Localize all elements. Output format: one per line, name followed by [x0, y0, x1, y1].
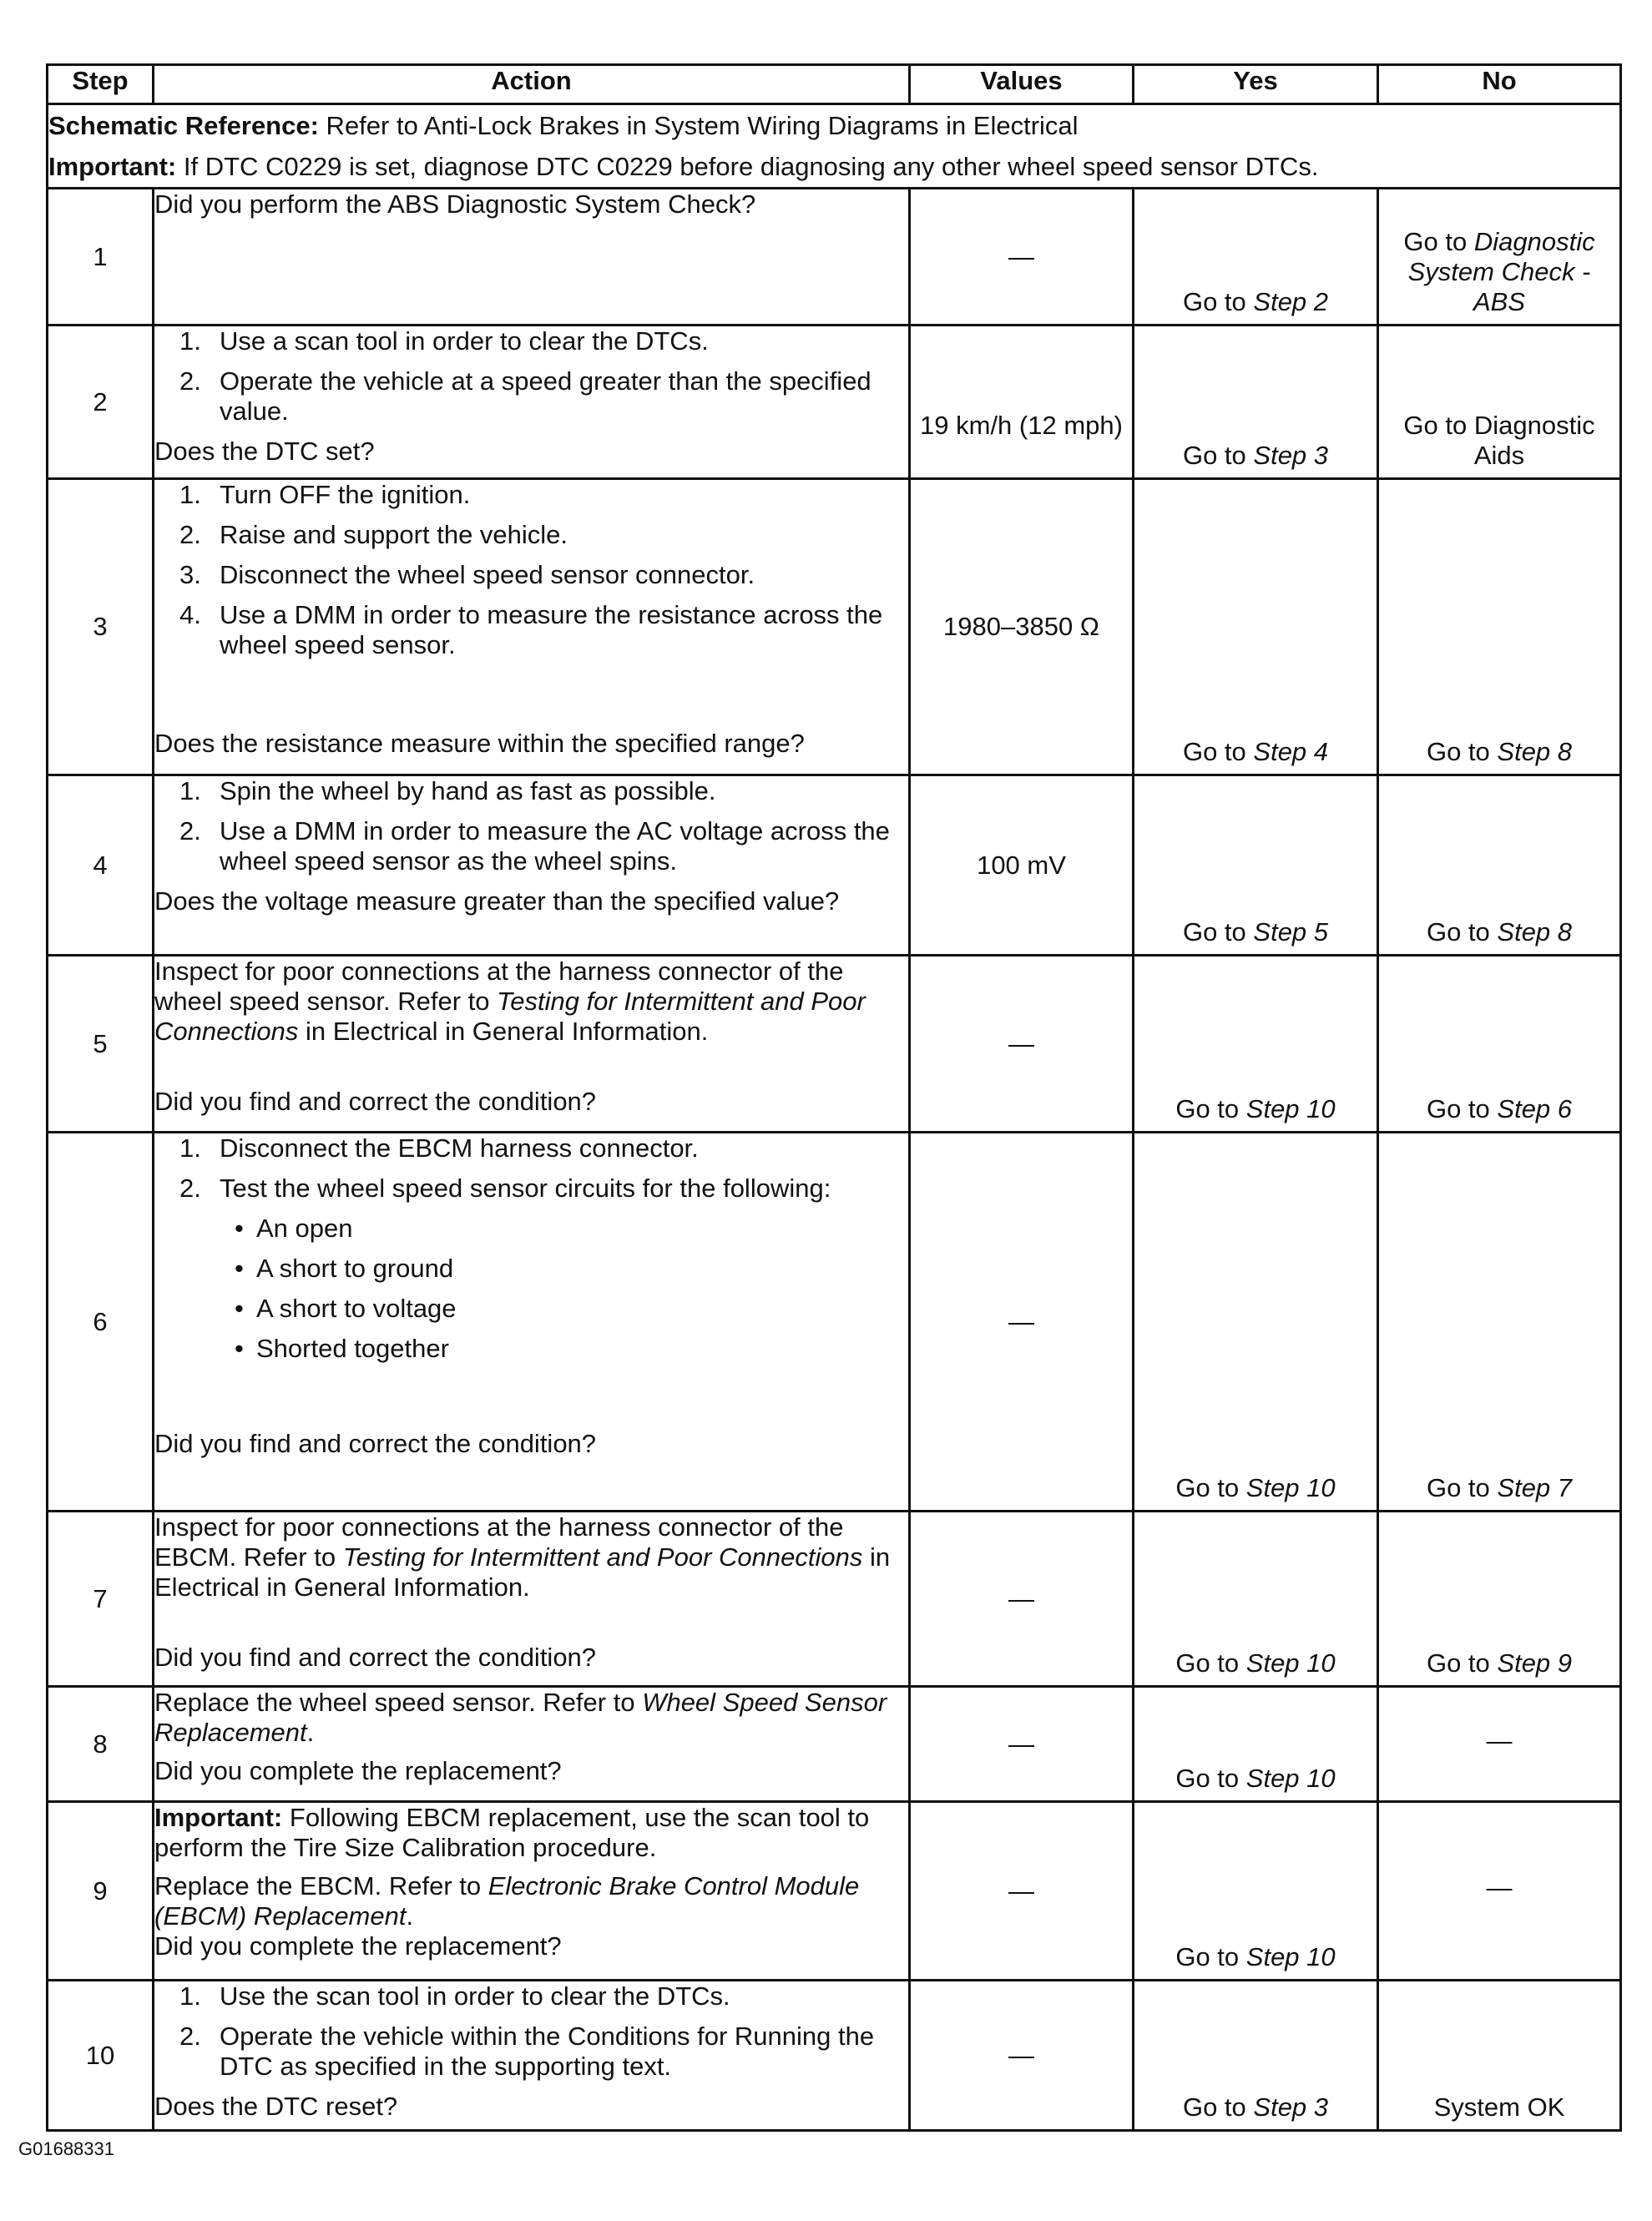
yes-cell[interactable]: Go to Step 2	[1134, 189, 1378, 326]
yes-cell[interactable]: Go to Step 10	[1134, 956, 1378, 1133]
action-list	[154, 326, 908, 427]
header-yes: Yes	[1134, 65, 1378, 104]
action-text: Inspect for poor connections at the harness connector of the wheel speed sensor. Refer to Testing for Intermittent and Poor Connections in Electrical in General Information.	[154, 957, 866, 1046]
schematic-label: Schematic Reference:	[48, 111, 319, 140]
yes-cell[interactable]: Go to Step 3	[1134, 1981, 1378, 2131]
action-cell	[154, 956, 910, 1133]
list-item: 2. Test the wheel speed sensor circuits for the following:	[179, 1174, 831, 1203]
action-cell	[154, 189, 910, 326]
yes-cell[interactable]: Go to Step 10	[1134, 1133, 1378, 1512]
action-cell	[154, 1133, 910, 1512]
important-label: Important:	[48, 152, 177, 181]
step-row-6	[48, 1133, 1621, 1512]
action-cell	[154, 775, 910, 956]
step-number: 6	[48, 1133, 154, 1512]
action-text: Inspect for poor connections at the harness connector of the EBCM. Refer to Testing for Intermittent and Poor Connections in Electrical in General Information.	[154, 1512, 891, 1602]
value-cell: —	[910, 1133, 1134, 1512]
no-cell[interactable]: Go to Step 8	[1378, 775, 1621, 956]
step-row-3	[48, 479, 1621, 775]
list-item: 1. Disconnect the EBCM harness connector.	[179, 1133, 699, 1163]
list-item: • A short to ground	[235, 1254, 454, 1283]
list-item: 2. Raise and support the vehicle.	[179, 520, 568, 549]
question: Did you perform the ABS Diagnostic System Check?	[154, 189, 756, 219]
yes-cell[interactable]: Go to Step 4	[1134, 479, 1378, 775]
action-cell	[154, 326, 910, 479]
action-text: Replace the EBCM. Refer to Electronic Brake Control Module (EBCM) Replacement.	[154, 1871, 860, 1931]
yes-link[interactable]: Step 3	[1253, 441, 1329, 470]
value-cell: —	[910, 956, 1134, 1133]
no-cell: —	[1378, 1802, 1621, 1981]
yes-link[interactable]: Step 10	[1245, 1942, 1336, 1971]
step-number: 9	[48, 1802, 154, 1981]
no-link[interactable]: Step 7	[1497, 1473, 1573, 1502]
no-cell: System OK	[1378, 1981, 1621, 2131]
list-item: 4. Use a DMM in order to measure the resistance across the wheel speed sensor.	[179, 600, 883, 659]
header-step: Step	[48, 65, 154, 104]
step-number: 10	[48, 1981, 154, 2131]
yes-link[interactable]: Step 10	[1245, 1473, 1336, 1502]
list-item: 1. Turn OFF the ignition.	[179, 480, 471, 509]
reference-link[interactable]: Wheel Speed Sensor Replacement	[154, 1688, 887, 1747]
no-cell[interactable]: Go to Diagnostic Aids	[1378, 326, 1621, 479]
value-cell: 19 km/h (12 mph)	[910, 326, 1134, 479]
action-list	[154, 480, 908, 660]
value-cell: 100 mV	[910, 775, 1134, 956]
yes-cell[interactable]: Go to Step 3	[1134, 326, 1378, 479]
no-cell: —	[1378, 1687, 1621, 1802]
list-item: • Shorted together	[235, 1334, 449, 1363]
step-number: 7	[48, 1512, 154, 1687]
reference-link[interactable]: Testing for Intermittent and Poor Connections	[342, 1542, 863, 1572]
step-row-9	[48, 1802, 1621, 1981]
list-item: 2. Use a DMM in order to measure the AC voltage across the wheel speed sensor as the wheel spins.	[179, 816, 890, 876]
header-row	[48, 65, 1621, 104]
action-list	[154, 1981, 908, 2082]
reference-link[interactable]: Electronic Brake Control Module (EBCM) Replacement	[154, 1871, 860, 1931]
list-item: 1. Spin the wheel by hand as fast as possible.	[179, 776, 716, 805]
list-item: 3. Disconnect the wheel speed sensor connector.	[179, 560, 755, 589]
step-number: 1	[48, 189, 154, 326]
question: Did you find and correct the condition?	[154, 1429, 597, 1458]
no-link[interactable]: Step 9	[1497, 1648, 1573, 1678]
step-number: 3	[48, 479, 154, 775]
important-note	[48, 146, 1619, 187]
step-row-10	[48, 1981, 1621, 2131]
question: Does the resistance measure within the specified range?	[154, 729, 805, 758]
step-row-1	[48, 189, 1621, 326]
no-cell[interactable]: Go to Step 8	[1378, 479, 1621, 775]
value-cell: —	[910, 1802, 1134, 1981]
step-number: 8	[48, 1687, 154, 1802]
yes-cell[interactable]: Go to Step 5	[1134, 775, 1378, 956]
value-cell: —	[910, 1687, 1134, 1802]
list-item: 1. Use a scan tool in order to clear the DTCs.	[179, 326, 709, 356]
list-item: 1. Use the scan tool in order to clear the DTCs.	[179, 1981, 730, 2011]
schematic-text: Refer to Anti-Lock Brakes in System Wiring Diagrams in Electrical	[318, 111, 1079, 140]
value-cell: —	[910, 189, 1134, 326]
important-note: Important: Following EBCM replacement, use the scan tool to perform the Tire Size Calibration procedure.	[154, 1803, 870, 1862]
yes-link[interactable]: Step 4	[1253, 737, 1329, 766]
step-row-2	[48, 326, 1621, 479]
no-link[interactable]: Step 8	[1497, 917, 1573, 946]
step-number: 2	[48, 326, 154, 479]
notes-cell	[48, 104, 1621, 189]
question: Does the DTC reset?	[154, 2092, 398, 2121]
important-text: If DTC C0229 is set, diagnose DTC C0229 before diagnosing any other wheel speed sensor DTCs.	[176, 152, 1319, 181]
no-link[interactable]: Step 8	[1497, 737, 1573, 766]
no-cell[interactable]: Go to Step 9	[1378, 1512, 1621, 1687]
value-cell: —	[910, 1512, 1134, 1687]
yes-link[interactable]: Step 10	[1245, 1648, 1336, 1678]
yes-cell[interactable]: Go to Step 10	[1134, 1802, 1378, 1981]
question: Did you find and correct the condition?	[154, 1087, 597, 1116]
step-row-5	[48, 956, 1621, 1133]
question: Did you find and correct the condition?	[154, 1643, 597, 1672]
no-link[interactable]: Step 6	[1497, 1094, 1573, 1123]
action-cell	[154, 1802, 910, 1981]
action-list	[154, 776, 908, 876]
step-row-7	[48, 1512, 1621, 1687]
step-number: 4	[48, 775, 154, 956]
action-cell	[154, 1512, 910, 1687]
schematic-reference	[48, 105, 1619, 146]
no-cell[interactable]: Go to Step 6	[1378, 956, 1621, 1133]
action-list	[154, 1133, 908, 1204]
no-cell[interactable]: Go to Step 7	[1378, 1133, 1621, 1512]
step-row-8	[48, 1687, 1621, 1802]
diagnostic-table	[46, 63, 1622, 2132]
notes-row	[48, 104, 1621, 189]
yes-link[interactable]: Step 10	[1245, 1094, 1336, 1123]
action-text: Replace the wheel speed sensor. Refer to Wheel Speed Sensor Replacement.	[154, 1688, 887, 1747]
action-cell	[154, 1687, 910, 1802]
no-cell[interactable]: Go to Diagnostic System Check - ABS	[1378, 189, 1621, 326]
value-cell: —	[910, 1981, 1134, 2131]
list-item: • An open	[235, 1214, 353, 1243]
header-no: No	[1378, 65, 1621, 104]
header-action: Action	[154, 65, 910, 104]
no-link[interactable]: Diagnostic System Check - ABS	[1407, 227, 1595, 316]
yes-link[interactable]: Step 2	[1253, 287, 1329, 316]
step-number: 5	[48, 956, 154, 1133]
yes-cell[interactable]: Go to Step 10	[1134, 1687, 1378, 1802]
question: Did you complete the replacement?	[154, 1931, 562, 1961]
header-values: Values	[910, 65, 1134, 104]
question: Did you complete the replacement?	[154, 1756, 562, 1785]
question: Does the DTC set?	[154, 437, 375, 466]
list-item: 2. Operate the vehicle within the Conditions for Running the DTC as specified in the supporting text.	[179, 2022, 875, 2081]
yes-link[interactable]: Step 3	[1253, 2092, 1329, 2122]
action-cell	[154, 479, 910, 775]
figure-id: G01688331	[18, 2138, 114, 2159]
list-item: 2. Operate the vehicle at a speed greater than the specified value.	[179, 366, 871, 426]
step-row-4	[48, 775, 1621, 956]
action-cell	[154, 1981, 910, 2131]
bullet-list	[154, 1214, 908, 1364]
reference-link[interactable]: Testing for Intermittent and Poor Connections	[154, 987, 866, 1046]
yes-link[interactable]: Step 5	[1253, 917, 1329, 946]
question: Does the voltage measure greater than the specified value?	[154, 886, 840, 916]
yes-link[interactable]: Step 10	[1245, 1764, 1336, 1793]
yes-cell[interactable]: Go to Step 10	[1134, 1512, 1378, 1687]
value-cell: 1980–3850 Ω	[910, 479, 1134, 775]
list-item: • A short to voltage	[235, 1294, 457, 1323]
